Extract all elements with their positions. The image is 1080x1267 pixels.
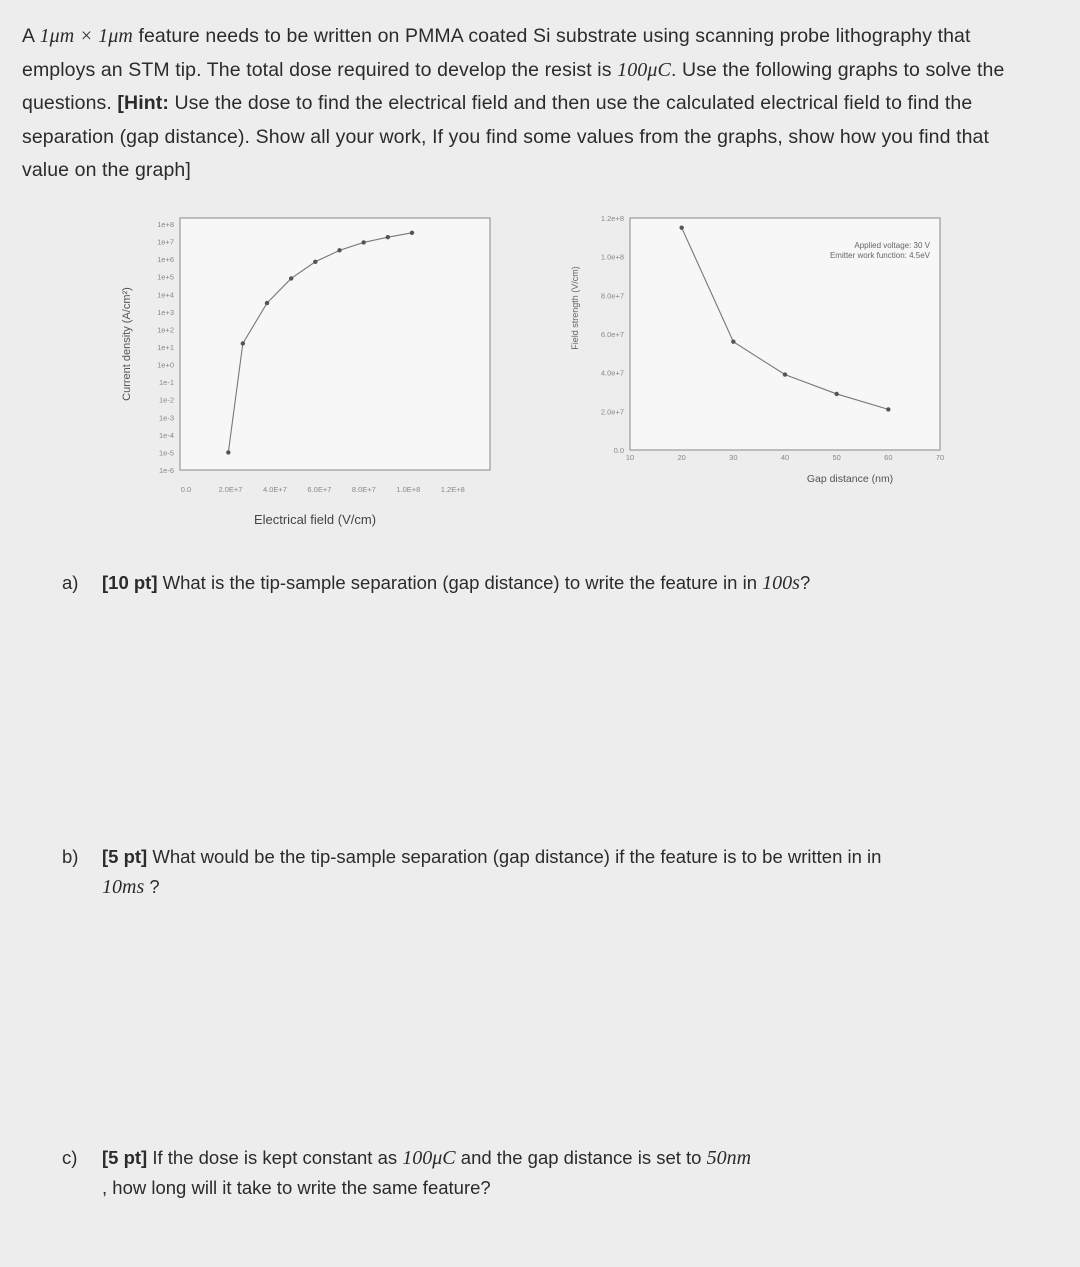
chart2-x-tick-label: 10: [625, 453, 635, 462]
question-a-points: [10 pt]: [102, 572, 158, 593]
chart1-data-point: [337, 248, 341, 252]
feature-dimension: 1μm × 1μm: [39, 25, 133, 47]
chart1-data-point: [410, 231, 414, 235]
chart2-x-tick-label: 50: [832, 453, 841, 462]
chart2-y-tick-label: 8.0e+7: [600, 291, 624, 301]
chart1-y-tick-label: 1e+4: [157, 290, 174, 300]
chart2-data-point: [731, 340, 735, 344]
chart1-data-point: [361, 240, 365, 244]
chart2-x-axis-label: Gap distance (nm): [806, 473, 894, 485]
chart1-x-tick-label: 2.0E+7: [218, 485, 243, 494]
chart2-x-tick-label: 70: [935, 453, 945, 462]
chart1-data-point: [241, 341, 245, 345]
chart2-y-tick-label: 0.0: [613, 446, 624, 455]
chart2-y-tick-label: 1.0e+8: [600, 252, 624, 262]
question-b-end: ?: [144, 876, 160, 897]
chart1-y-tick-label: 1e+3: [157, 307, 174, 317]
chart2-data-point: [679, 225, 683, 229]
question-b-text: What would be the tip-sample separation (gap distance) if the feature is to be written in in: [147, 846, 882, 867]
chart2-x-tick-label: 30: [729, 453, 738, 462]
chart2-data-point: [783, 372, 787, 376]
intro-text-1: A: [22, 25, 40, 47]
question-c-dose: 100μC: [402, 1147, 456, 1169]
chart1-x-tick-label: 1.0E+8: [396, 485, 421, 494]
chart1-plot-frame: [180, 218, 490, 470]
chart1-y-axis-label: Current density (A/cm²): [121, 287, 133, 401]
problem-statement: [22, 20, 1032, 188]
chart2-x-tick-label: 60: [884, 453, 893, 462]
chart1-y-tick-label: 1e+1: [157, 343, 174, 352]
intro-text-3: . Use the following graphs to solve the questions.: [22, 58, 1005, 114]
chart1-y-tick-label: 1e-5: [158, 448, 174, 458]
chart1-y-tick-label: 1e+0: [157, 360, 174, 370]
chart1-x-tick-label: 0.0: [180, 485, 192, 494]
chart2-y-axis-label: Field strength (V/cm): [570, 266, 580, 350]
chart2-y-tick-label: 6.0e+7: [600, 330, 624, 339]
chart1-data-point: [386, 235, 390, 239]
chart2-data-point: [834, 392, 838, 396]
intro-text-2: feature needs to be written on PMMA coated Si substrate using scanning probe lithography that employs an STM tip. The total dose required to develop the resist is: [22, 25, 971, 81]
chart2-y-tick-label: 4.0e+7: [600, 368, 624, 378]
field-strength-chart: [560, 198, 960, 498]
question-c-text-3: , how long will it take to write the same feature?: [102, 1177, 491, 1198]
chart1-y-tick-label: 1e+7: [157, 237, 174, 247]
question-a-text: What is the tip-sample separation (gap distance) to write the feature in in: [157, 572, 763, 593]
current-density-chart: [100, 198, 530, 538]
hint-label: [Hint:: [117, 92, 169, 114]
question-b-points: [5 pt]: [102, 846, 148, 867]
question-c: [62, 1143, 1032, 1203]
chart1-data-point: [313, 260, 317, 264]
chart1-x-tick-label: 1.2E+8: [440, 485, 465, 494]
chart1-y-tick-label: 1e-4: [158, 430, 174, 440]
chart1-data-point: [226, 450, 230, 454]
chart1-y-tick-label: 1e-6: [158, 466, 174, 475]
chart1-x-tick-label: 6.0E+7: [307, 485, 332, 494]
chart1-y-tick-label: 1e+2: [157, 325, 174, 335]
question-c-gap: 50nm: [706, 1147, 752, 1169]
question-a: [62, 568, 1032, 598]
question-c-text-2: and the gap distance is set to: [455, 1147, 707, 1168]
question-a-label: a): [62, 572, 79, 593]
chart1-x-tick-label: 8.0E+7: [351, 485, 376, 494]
chart1-y-tick-label: 1e+5: [157, 272, 174, 282]
chart2-annotation: Applied voltage: 30 V: [854, 241, 930, 250]
dose-value: 100μC: [617, 58, 671, 81]
question-b-label: b): [62, 846, 79, 867]
chart1-x-axis-label: Electrical field (V/cm): [253, 512, 377, 527]
chart1-x-tick-label: 4.0E+7: [262, 485, 287, 494]
question-c-text: If the dose is kept constant as: [147, 1147, 403, 1168]
question-b-time: 10ms: [102, 876, 145, 898]
chart2-y-tick-label: 1.2e+8: [600, 214, 624, 223]
chart1-y-tick-label: 1e-1: [158, 378, 174, 388]
chart1-y-tick-label: 1e-3: [158, 413, 174, 423]
chart1-data-point: [265, 301, 269, 305]
question-a-end: ?: [799, 572, 811, 593]
question-b: [62, 842, 1032, 902]
chart2-x-tick-label: 20: [677, 453, 686, 462]
chart2-annotation: Emitter work function: 4.5eV: [829, 251, 930, 260]
chart1-y-tick-label: 1e-2: [158, 395, 174, 405]
question-a-time: 100s: [762, 572, 800, 594]
chart1-data-point: [289, 276, 293, 280]
hint-text: Use the dose to find the electrical field and then use the calculated electrical field to find the separation (gap distance). Show all your work, If you find some values from the graphs, show how you find that value on the graph]: [22, 92, 989, 181]
chart1-y-tick-label: 1e+6: [157, 255, 174, 265]
chart1-y-tick-label: 1e+8: [157, 220, 174, 229]
question-c-points: [5 pt]: [102, 1147, 148, 1168]
chart2-data-point: [886, 407, 890, 411]
chart2-x-tick-label: 40: [780, 453, 790, 462]
question-c-label: c): [62, 1147, 78, 1168]
chart2-y-tick-label: 2.0e+7: [600, 407, 624, 417]
